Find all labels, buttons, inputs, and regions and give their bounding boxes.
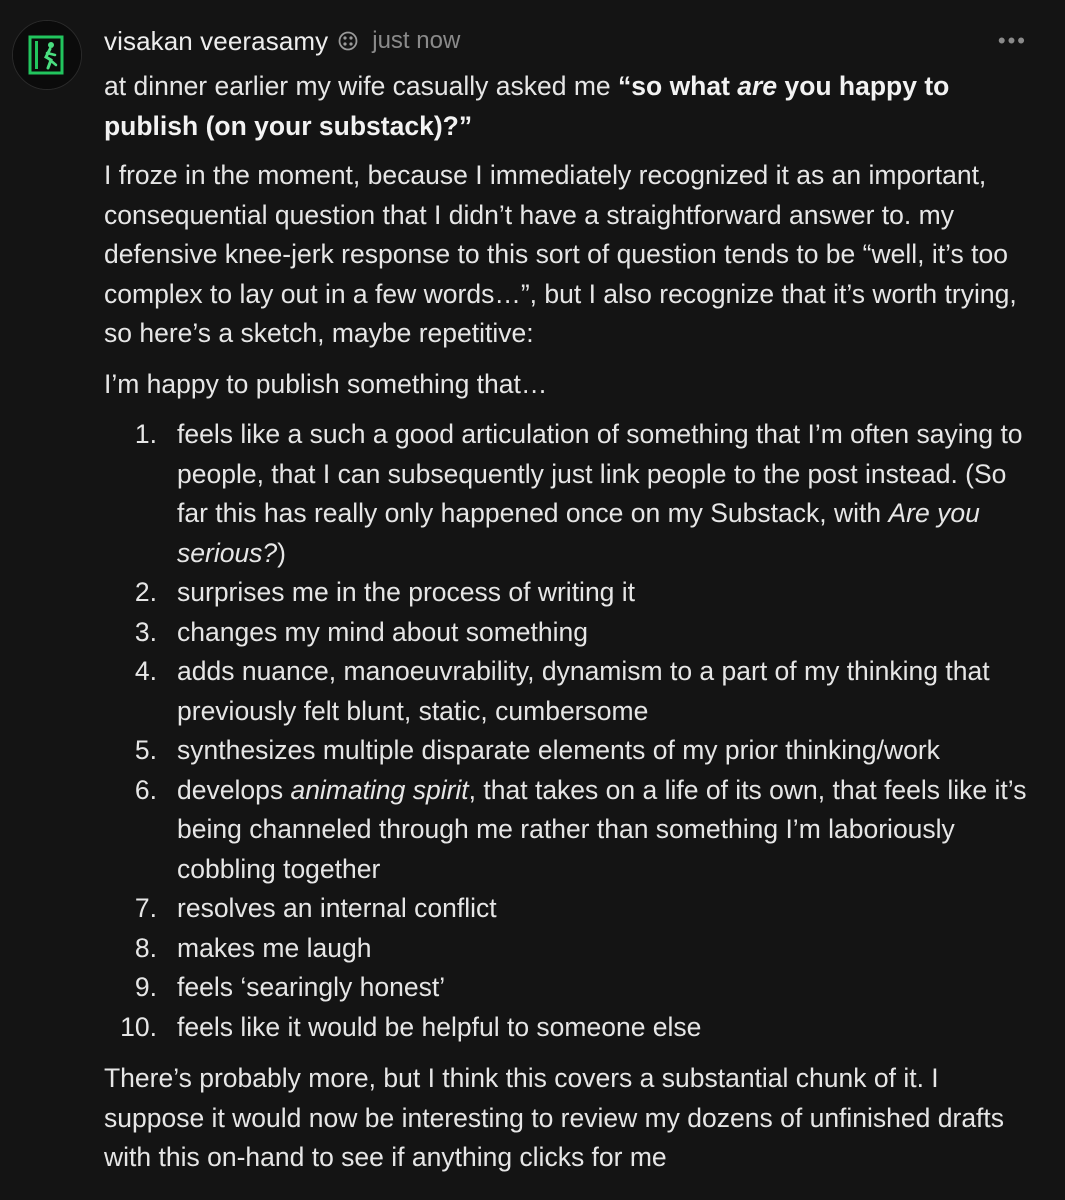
closing-paragraph: There’s probably more, but I think this covers a substantial chunk of it. I suppose it would now be interesting to review my dozens of unfinished drafts with this on-hand to see if anything clicks for me — [104, 1063, 1005, 1172]
list-item-number: 5. — [134, 735, 157, 765]
list-item-text — [177, 968, 1034, 1008]
list-item-emphasis: animating spirit — [290, 774, 469, 805]
list-item-text-part: develops — [177, 774, 291, 805]
list-item — [104, 889, 1034, 929]
list-item-spacer — [157, 929, 177, 969]
list-item-text-part: ) — [277, 537, 286, 568]
list-item — [104, 731, 1034, 771]
list-item-text — [177, 652, 1034, 731]
list-item-text — [177, 573, 1034, 613]
question-quote-emphasis: are — [737, 71, 778, 101]
list-item — [104, 771, 1034, 890]
list-item-number: 3. — [134, 616, 157, 647]
list-item-number: 10. — [120, 1011, 157, 1042]
list-item-text-part: feels ‘searingly honest’ — [177, 972, 446, 1002]
list-item-text-part: feels like it would be helpful to someone else — [177, 1011, 702, 1042]
list-item — [104, 652, 1034, 731]
avatar[interactable] — [12, 20, 82, 90]
list-item — [104, 968, 1034, 1008]
list-item-number: 1. — [134, 419, 157, 449]
list-item-text-part: , that takes on a life of its own, that feels like it’s being channeled through me rather than something I’m laboriously cobbling together — [177, 774, 1027, 884]
list-item-text-part: feels like a such a good articulation of something that I’m often saying to people, that I can subsequently just link people to the post instead. (So far this has really only happened once on my Substack, with — [177, 419, 1023, 528]
list-item-text-part: changes my mind about something — [177, 616, 588, 647]
list-item-spacer — [157, 889, 177, 929]
reflection-paragraph: I froze in the moment, because I immediately recognized it as an important, consequential question that I didn’t have a straightforward answer to. my defensive knee-jerk response to this sort of question tends to be “well, it’s too complex to lay out in a few words…”, but I also recognize that it’s worth trying, so here’s a sketch, maybe repetitive: — [104, 160, 1017, 348]
list-item-spacer — [157, 968, 177, 1008]
list-item-text — [177, 771, 1034, 890]
list-item — [104, 573, 1034, 613]
post-body — [104, 67, 1034, 1189]
list-item-text — [177, 415, 1034, 573]
list-item-text-part: surprises me in the process of writing it — [177, 577, 636, 607]
list-item — [104, 929, 1034, 969]
list-item-spacer — [157, 573, 177, 613]
list-item-text-part: synthesizes multiple disparate elements of my prior thinking/work — [177, 735, 940, 765]
list-item-spacer — [157, 1008, 177, 1048]
list-item-spacer — [157, 652, 177, 731]
list-item — [104, 1008, 1034, 1048]
list-item-number: 9. — [134, 972, 157, 1002]
list-item-text — [177, 929, 1034, 969]
list-item-text-part: resolves an internal conflict — [177, 893, 497, 923]
question-quote-part-1: “so what — [618, 71, 738, 101]
more-options-button[interactable]: ••• — [997, 28, 1027, 53]
publishing-criteria-list — [104, 415, 1034, 1047]
list-item — [104, 415, 1034, 573]
question-paragraph — [104, 67, 1034, 146]
list-item-text — [177, 731, 1034, 771]
post-timestamp: just now — [372, 27, 461, 54]
list-intro-paragraph: I’m happy to publish something that… — [104, 368, 548, 399]
list-item — [104, 613, 1034, 653]
list-item-number: 4. — [134, 656, 157, 686]
list-item-number: 8. — [134, 932, 157, 963]
list-item-number: 6. — [134, 774, 157, 805]
list-item-text — [177, 613, 1034, 653]
question-quote-part-2: you happy to publish (on your substack)?” — [104, 71, 950, 141]
list-item-spacer — [157, 415, 177, 573]
list-item-number: 2. — [134, 577, 157, 607]
post-header — [104, 22, 460, 60]
list-item-text — [177, 1008, 1034, 1048]
intro-text: at dinner earlier my wife casually asked me — [104, 71, 619, 101]
list-item-text-part: adds nuance, manoeuvrability, dynamism to a part of my thinking that previously felt blunt, static, cumbersome — [177, 656, 990, 726]
list-item-text-part: makes me laugh — [177, 932, 372, 963]
list-item-spacer — [157, 731, 177, 771]
list-item-number: 7. — [134, 893, 157, 923]
list-item-text — [177, 889, 1034, 929]
green-exit-door-sign-icon — [13, 21, 81, 89]
list-item-spacer — [157, 613, 177, 653]
moon-dots-badge-icon — [338, 31, 358, 51]
author-name[interactable]: visakan veerasamy — [104, 25, 329, 56]
list-item-spacer — [157, 771, 177, 890]
list-item-emphasis: Are you serious? — [177, 498, 980, 568]
